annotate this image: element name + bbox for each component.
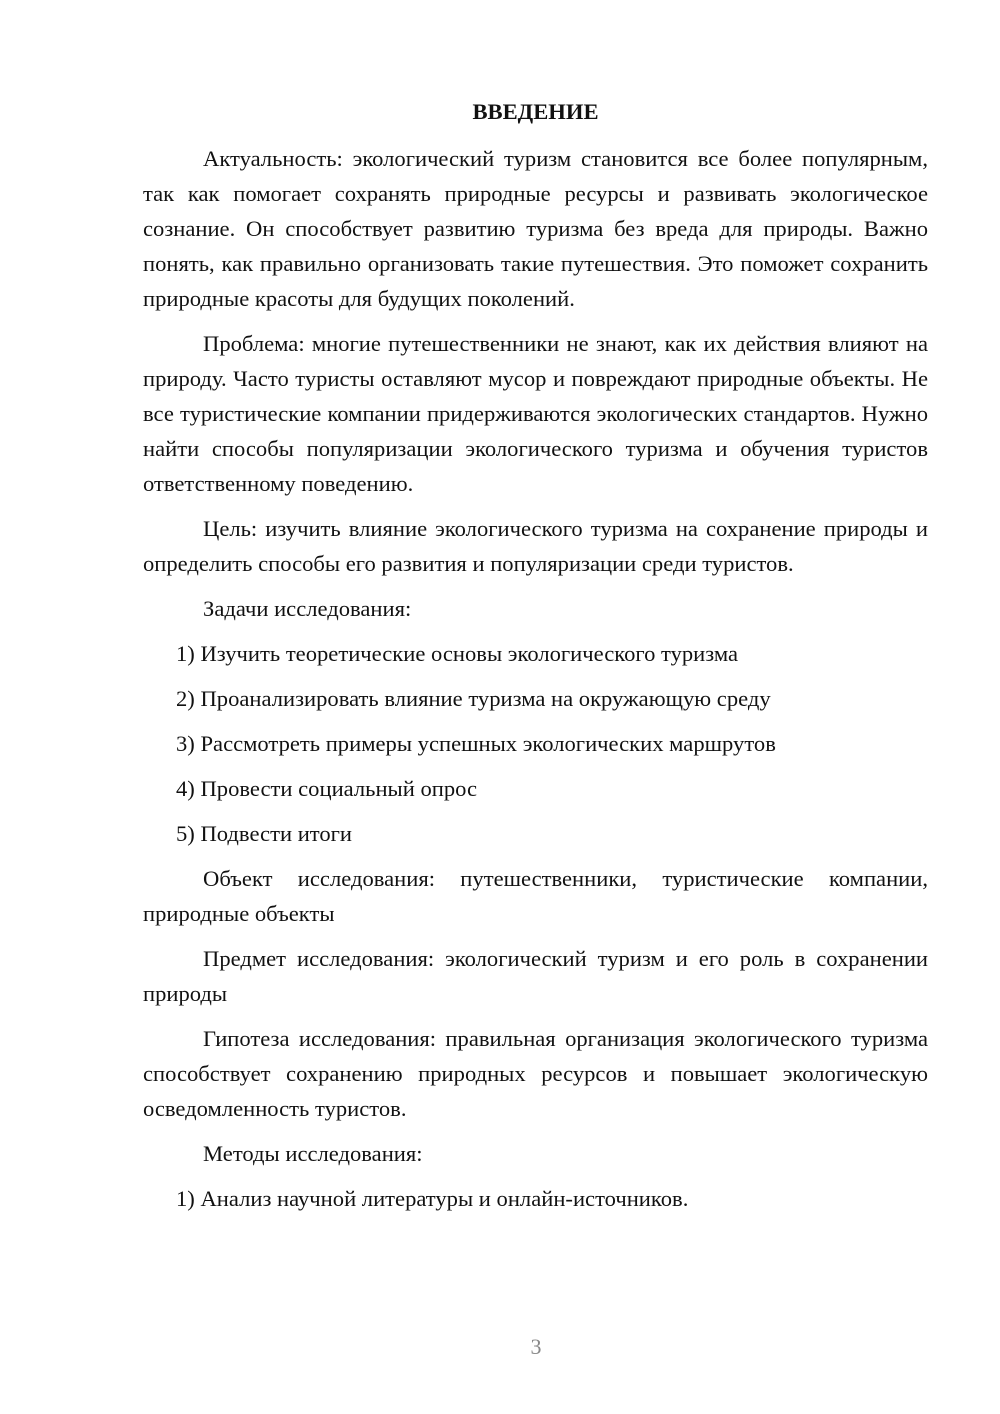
task-item-5: 5) Подвести итоги [176, 821, 353, 846]
page-content [143, 94, 928, 1226]
page-number: 3 [530, 1334, 542, 1359]
relevance-paragraph: Актуальность: экологический туризм становится все более популярным, так как помогает сохранять природные ресурсы и развивать экологическое сознание. Он способствует развитию туризма без вреда для природы. Важно понять, как правильно организовать такие путешествия. Это поможет сохранить природные красоты для будущих поколений. [143, 146, 928, 311]
task-item-1: 1) Изучить теоретические основы экологического туризма [176, 641, 739, 666]
goal-paragraph: Цель: изучить влияние экологического туризма на сохранение природы и определить способы его развития и популяризации среди туристов. [143, 516, 928, 576]
object-paragraph: Объект исследования: путешественники, туристические компании, природные объекты [143, 866, 928, 926]
methods-label: Методы исследования: [203, 1141, 423, 1166]
tasks-label: Задачи исследования: [203, 596, 412, 621]
section-title: ВВЕДЕНИЕ [472, 99, 599, 124]
problem-paragraph: Проблема: многие путешественники не знают, как их действия влияют на природу. Часто туристы оставляют мусор и повреждают природные объекты. Не все туристические компании придерживаются экологических стандартов. Нужно найти способы популяризации экологического туризма и обучения туристов ответственному поведению. [143, 331, 928, 496]
task-item-4: 4) Провести социальный опрос [176, 776, 478, 801]
hypothesis-paragraph: Гипотеза исследования: правильная организация экологического туризма способствует сохранению природных ресурсов и повышает экологическую осведомленность туристов. [143, 1026, 928, 1121]
method-item-1: 1) Анализ научной литературы и онлайн-источников. [176, 1186, 689, 1211]
subject-paragraph: Предмет исследования: экологический туризм и его роль в сохранении природы [143, 946, 928, 1006]
task-item-2: 2) Проанализировать влияние туризма на окружающую среду [176, 686, 771, 711]
task-item-3: 3) Рассмотреть примеры успешных экологических маршрутов [176, 731, 776, 756]
